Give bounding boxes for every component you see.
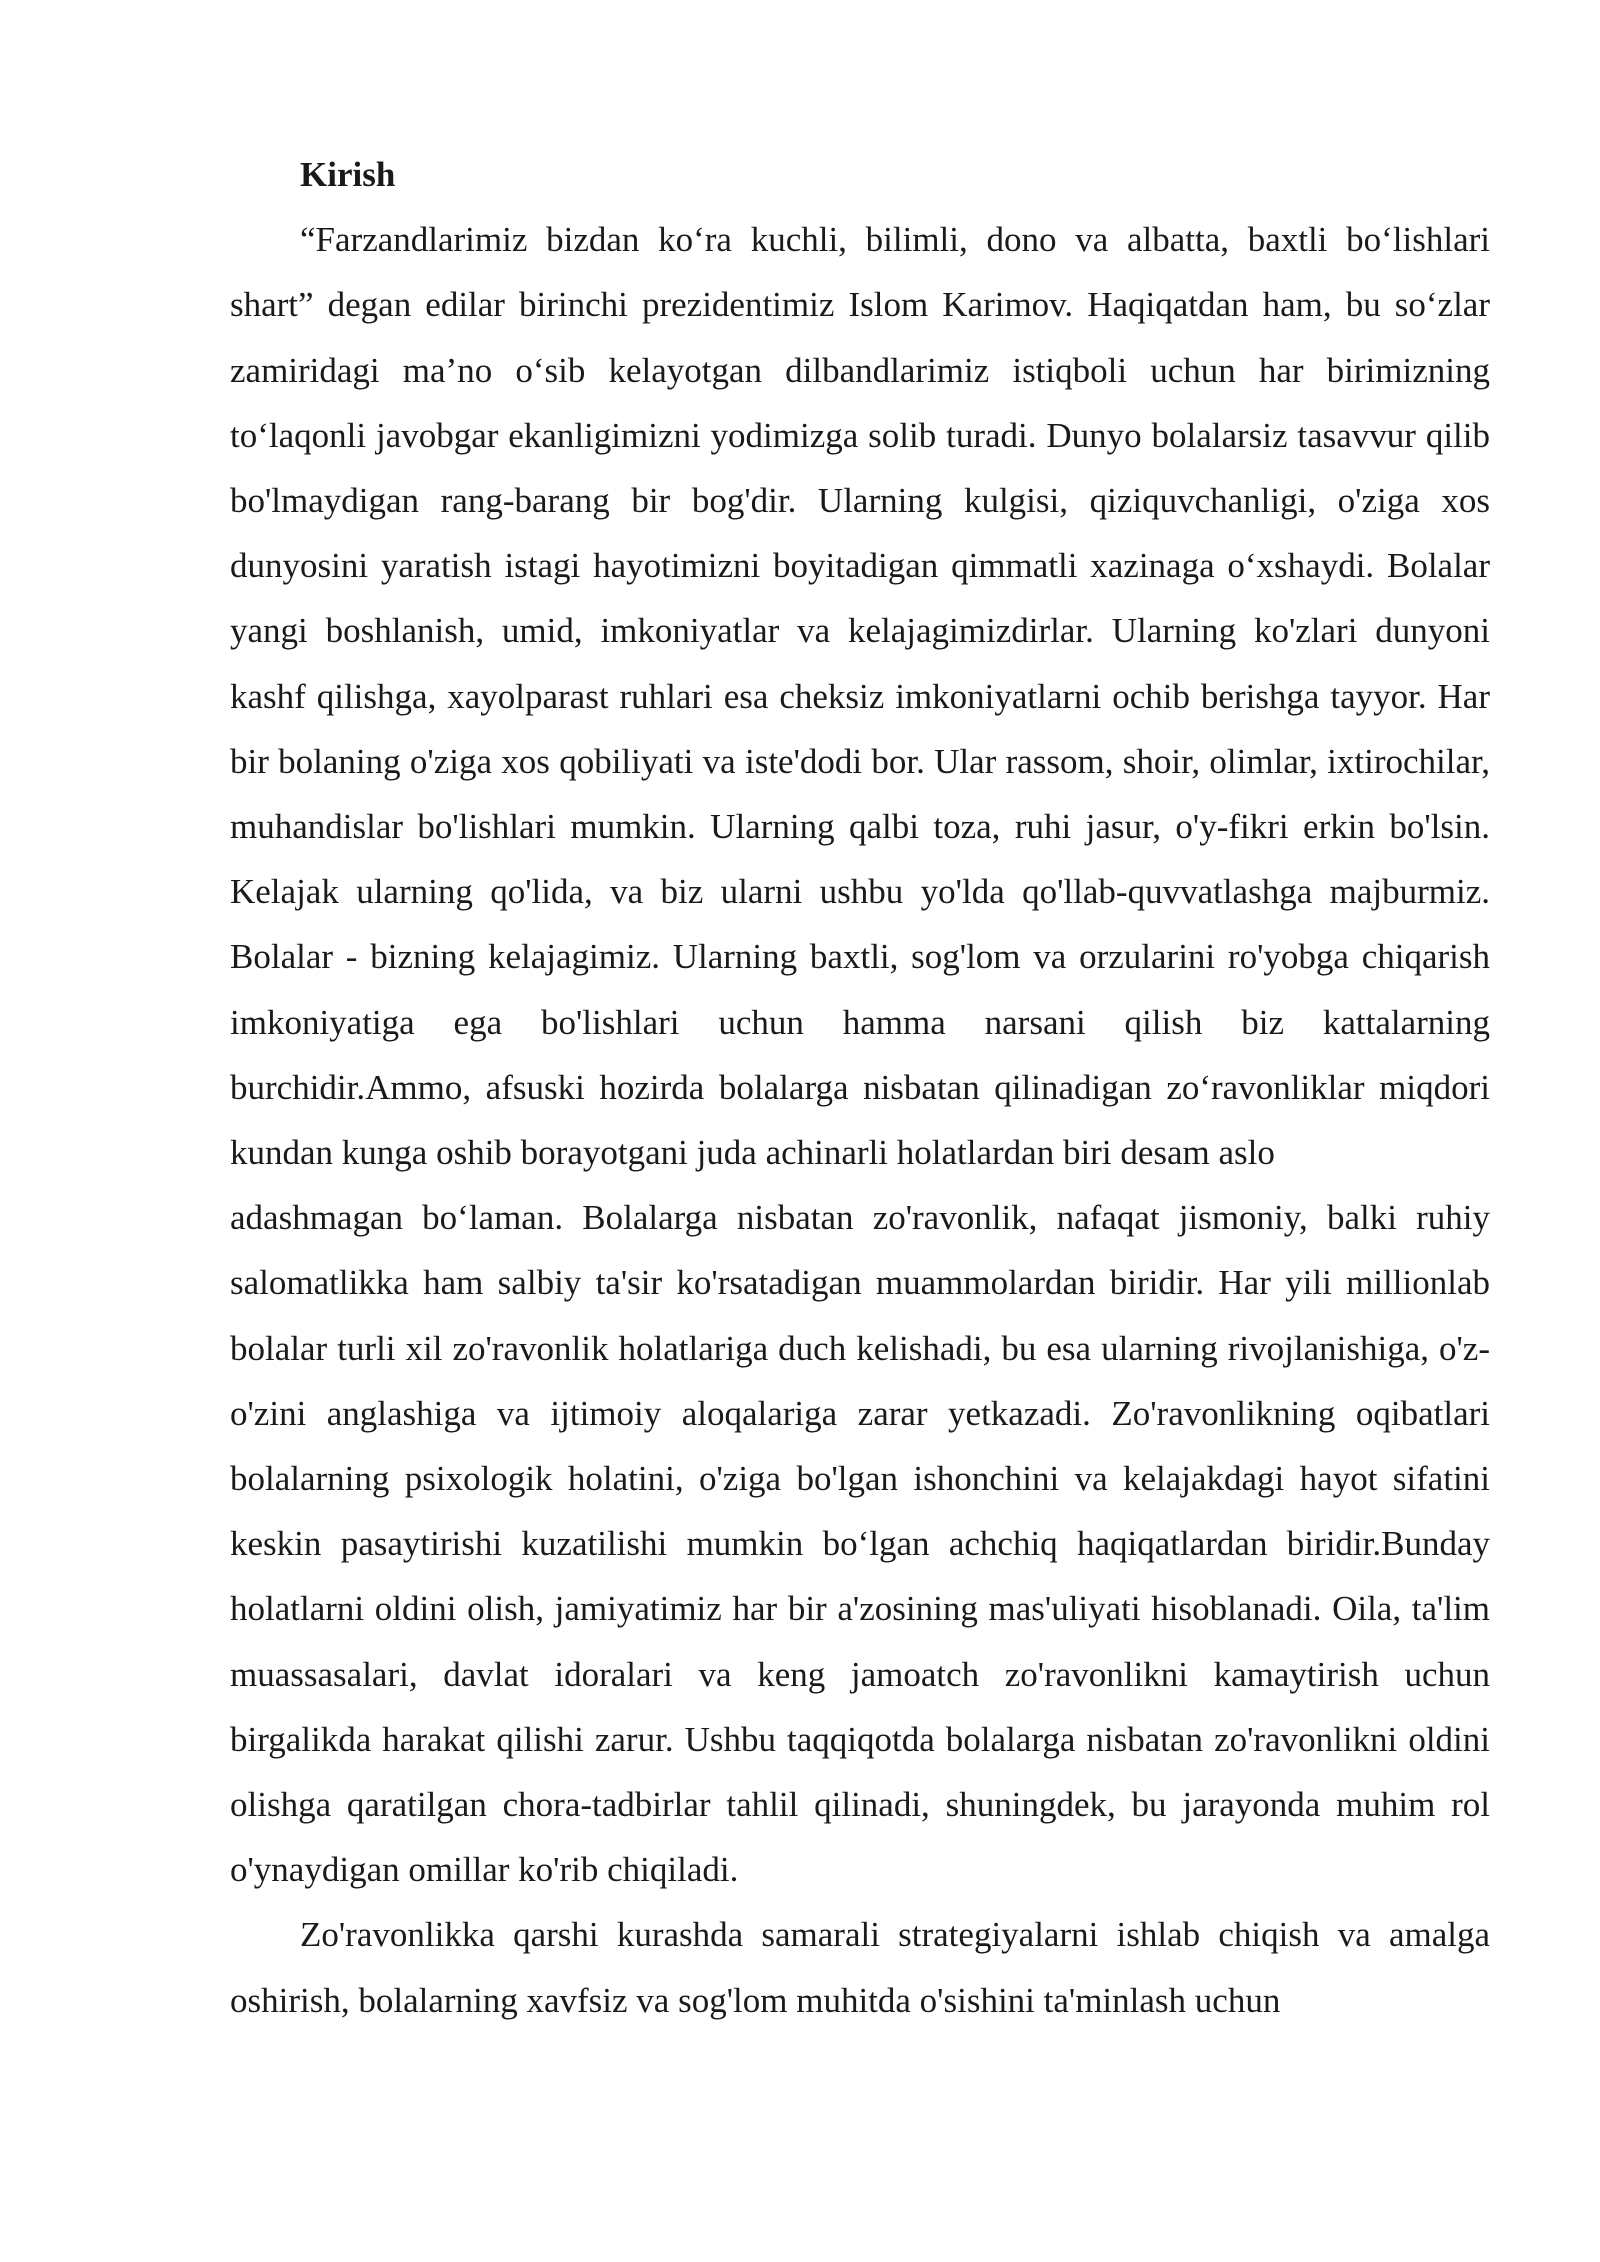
document-body — [230, 142, 1490, 2033]
section-heading: Kirish — [300, 155, 396, 194]
paragraph-intro: “Farzandlarimiz bizdan ko‘ra kuchli, bilimli, dono va albatta, baxtli bo‘lishlari shart” degan edilar birinchi prezidentimiz Islom Karimov. Haqiqatdan ham, bu so‘zlar zamiridagi ma’no o‘sib kelayotgan dilbandlarimiz istiqboli uchun har birimizning to‘laqonli javobgar ekanligimizni yodimizga solib turadi. Dunyo bolalarsiz tasavvur qilib bo'lmaydigan rang-barang bir bog'dir. Ularning kulgisi, qiziquvchanligi, o'ziga xos dunyosini yaratish istagi hayotimizni boyitadigan qimmatli xazinaga o‘xshaydi. Bolalar yangi boshlanish, umid, imkoniyatlar va kelajagimizdirlar. Ularning ko'zlari dunyoni kashf qilishga, xayolparast ruhlari esa cheksiz imkoniyatlarni ochib berishga tayyor. Har bir bolaning o'ziga xos qobiliyati va iste'dodi bor. Ular rassom, shoir, olimlar, ixtirochilar, muhandislar bo'lishlari mumkin. Ularning qalbi toza, ruhi jasur, o'y-fikri erkin bo'lsin. Kelajak ularning qo'lida, va biz ularni ushbu yo'lda qo'llab-quvvatlashga majburmiz. Bolalar - bizning kelajagimiz. Ularning baxtli, sog'lom va orzularini ro'yobga chiqarish imkoniyatiga ega bo'lishlari uchun hamma narsani qilish biz kattalarning burchidir.Ammo, afsuski hozirda bolalarga nisbatan qilinadigan zo‘ravonliklar miqdori kundan kunga oshib borayotgani juda achinarli holatlardan biri desam aslo — [230, 220, 1490, 1173]
paragraph-final: Zo'ravonlikka qarshi kurashda samarali strategiyalarni ishlab chiqish va amalga oshirish, bolalarning xavfsiz va sog'lom muhitda o'sishini ta'minlash uchun — [230, 1915, 1490, 2020]
paragraph-continuation: adashmagan bo‘laman. Bolalarga nisbatan zo'ravonlik, nafaqat jismoniy, balki ruhiy salomatlikka ham salbiy ta'sir ko'rsatadigan muammolardan biridir. Har yili millionlab bolalar turli xil zo'ravonlik holatlariga duch kelishadi, bu esa ularning rivojlanishiga, o'z-o'zini anglashiga va ijtimoiy aloqalariga zarar yetkazadi. Zo'ravonlikning oqibatlari bolalarning psixologik holatini, o'ziga bo'lgan ishonchini va kelajakdagi hayot sifatini keskin pasaytirishi kuzatilishi mumkin bo‘lgan achchiq haqiqatlardan biridir.Bunday holatlarni oldini olish, jamiyatimiz har bir a'zosining mas'uliyati hisoblanadi. Oila, ta'lim muassasalari, davlat idoralari va keng jamoatch zo'ravonlikni kamaytirish uchun birgalikda harakat qilishi zarur. Ushbu taqqiqotda bolalarga nisbatan zo'ravonlikni oldini olishga qaratilgan chora-tadbirlar tahlil qilinadi, shuningdek, bu jarayonda muhim rol o'ynaydigan omillar ko'rib chiqiladi. — [230, 1198, 1490, 1890]
